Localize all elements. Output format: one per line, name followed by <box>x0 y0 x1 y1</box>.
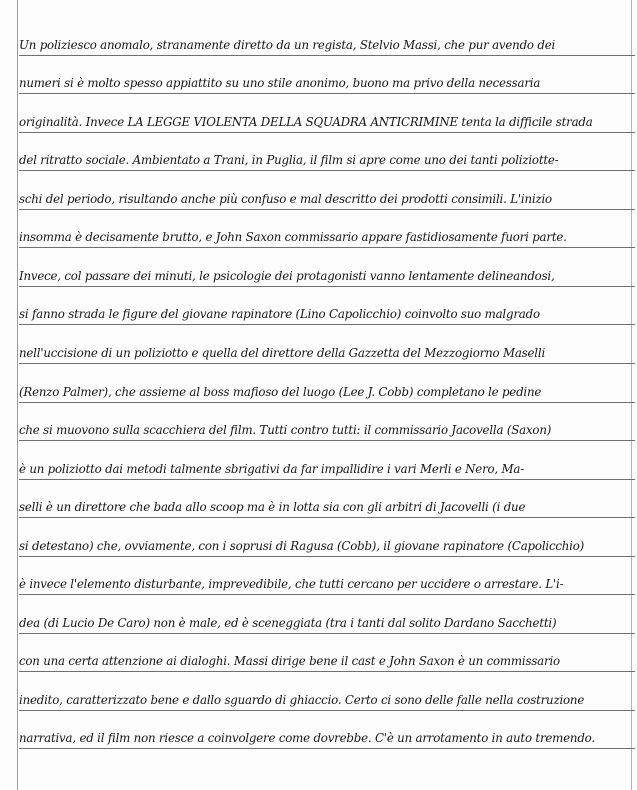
text-line: inedito, caratterizzato bene e dallo sguardo di ghiaccio. Certo ci sono delle falle nella costruzione <box>19 672 635 711</box>
text-line: narrativa, ed il film non riesce a coinvolgere come dovrebbe. C'è un arrotamento in auto tremendo. <box>19 711 635 750</box>
text-line: originalità. Invece LA LEGGE VIOLENTA DELLA SQUADRA ANTICRIMINE tenta la difficile strada <box>19 94 635 133</box>
text-line: Un poliziesco anomalo, stranamente diretto da un regista, Stelvio Massi, che pur avendo dei <box>19 17 635 56</box>
text-line: del ritratto sociale. Ambientato a Trani, in Puglia, il film si apre come uno dei tanti poliziotte- <box>19 133 635 172</box>
text-line: si detestano) che, ovviamente, con i soprusi di Ragusa (Cobb), il giovane rapinatore (Capolicchio) <box>19 518 635 557</box>
text-line: è invece l'elemento disturbante, imprevedibile, che tutti cercano per uccidere o arrestare. L'i- <box>19 557 635 596</box>
text-line: schi del periodo, risultando anche più confuso e mal descritto dei prodotti consimili. L'inizio <box>19 171 635 210</box>
text-line: (Renzo Palmer), che assieme al boss mafioso del luogo (Lee J. Cobb) completano le pedine <box>19 364 635 403</box>
text-line: si fanno strada le figure del giovane rapinatore (Lino Capolicchio) coinvolto suo malgrado <box>19 287 635 326</box>
text-line: selli è un direttore che bada allo scoop ma è in lotta sia con gli arbitri di Jacovelli (i due <box>19 480 635 519</box>
text-line: Invece, col passare dei minuti, le psicologie dei protagonisti vanno lentamente delineandosi, <box>19 248 635 287</box>
text-line: numeri si è molto spesso appiattito su uno stile anonimo, buono ma privo della necessaria <box>19 56 635 95</box>
text-line: dea (di Lucio De Caro) non è male, ed è sceneggiata (tra i tanti dal solito Dardano Sacchetti) <box>19 595 635 634</box>
text-line: con una certa attenzione ai dialoghi. Massi dirige bene il cast e John Saxon è un commissario <box>19 634 635 673</box>
text-line: nell'uccisione di un poliziotto e quella del direttore della Gazzetta del Mezzogiorno Maselli <box>19 325 635 364</box>
text-line: insomma è decisamente brutto, e John Saxon commissario appare fastidiosamente fuori parte. <box>19 210 635 249</box>
text-line: è un poliziotto dai metodi talmente sbrigativi da far impallidire i vari Merli e Nero, Ma- <box>19 441 635 480</box>
text-line: che si muovono sulla scacchiera del film. Tutti contro tutti: il commissario Jacovella (Saxon) <box>19 403 635 442</box>
